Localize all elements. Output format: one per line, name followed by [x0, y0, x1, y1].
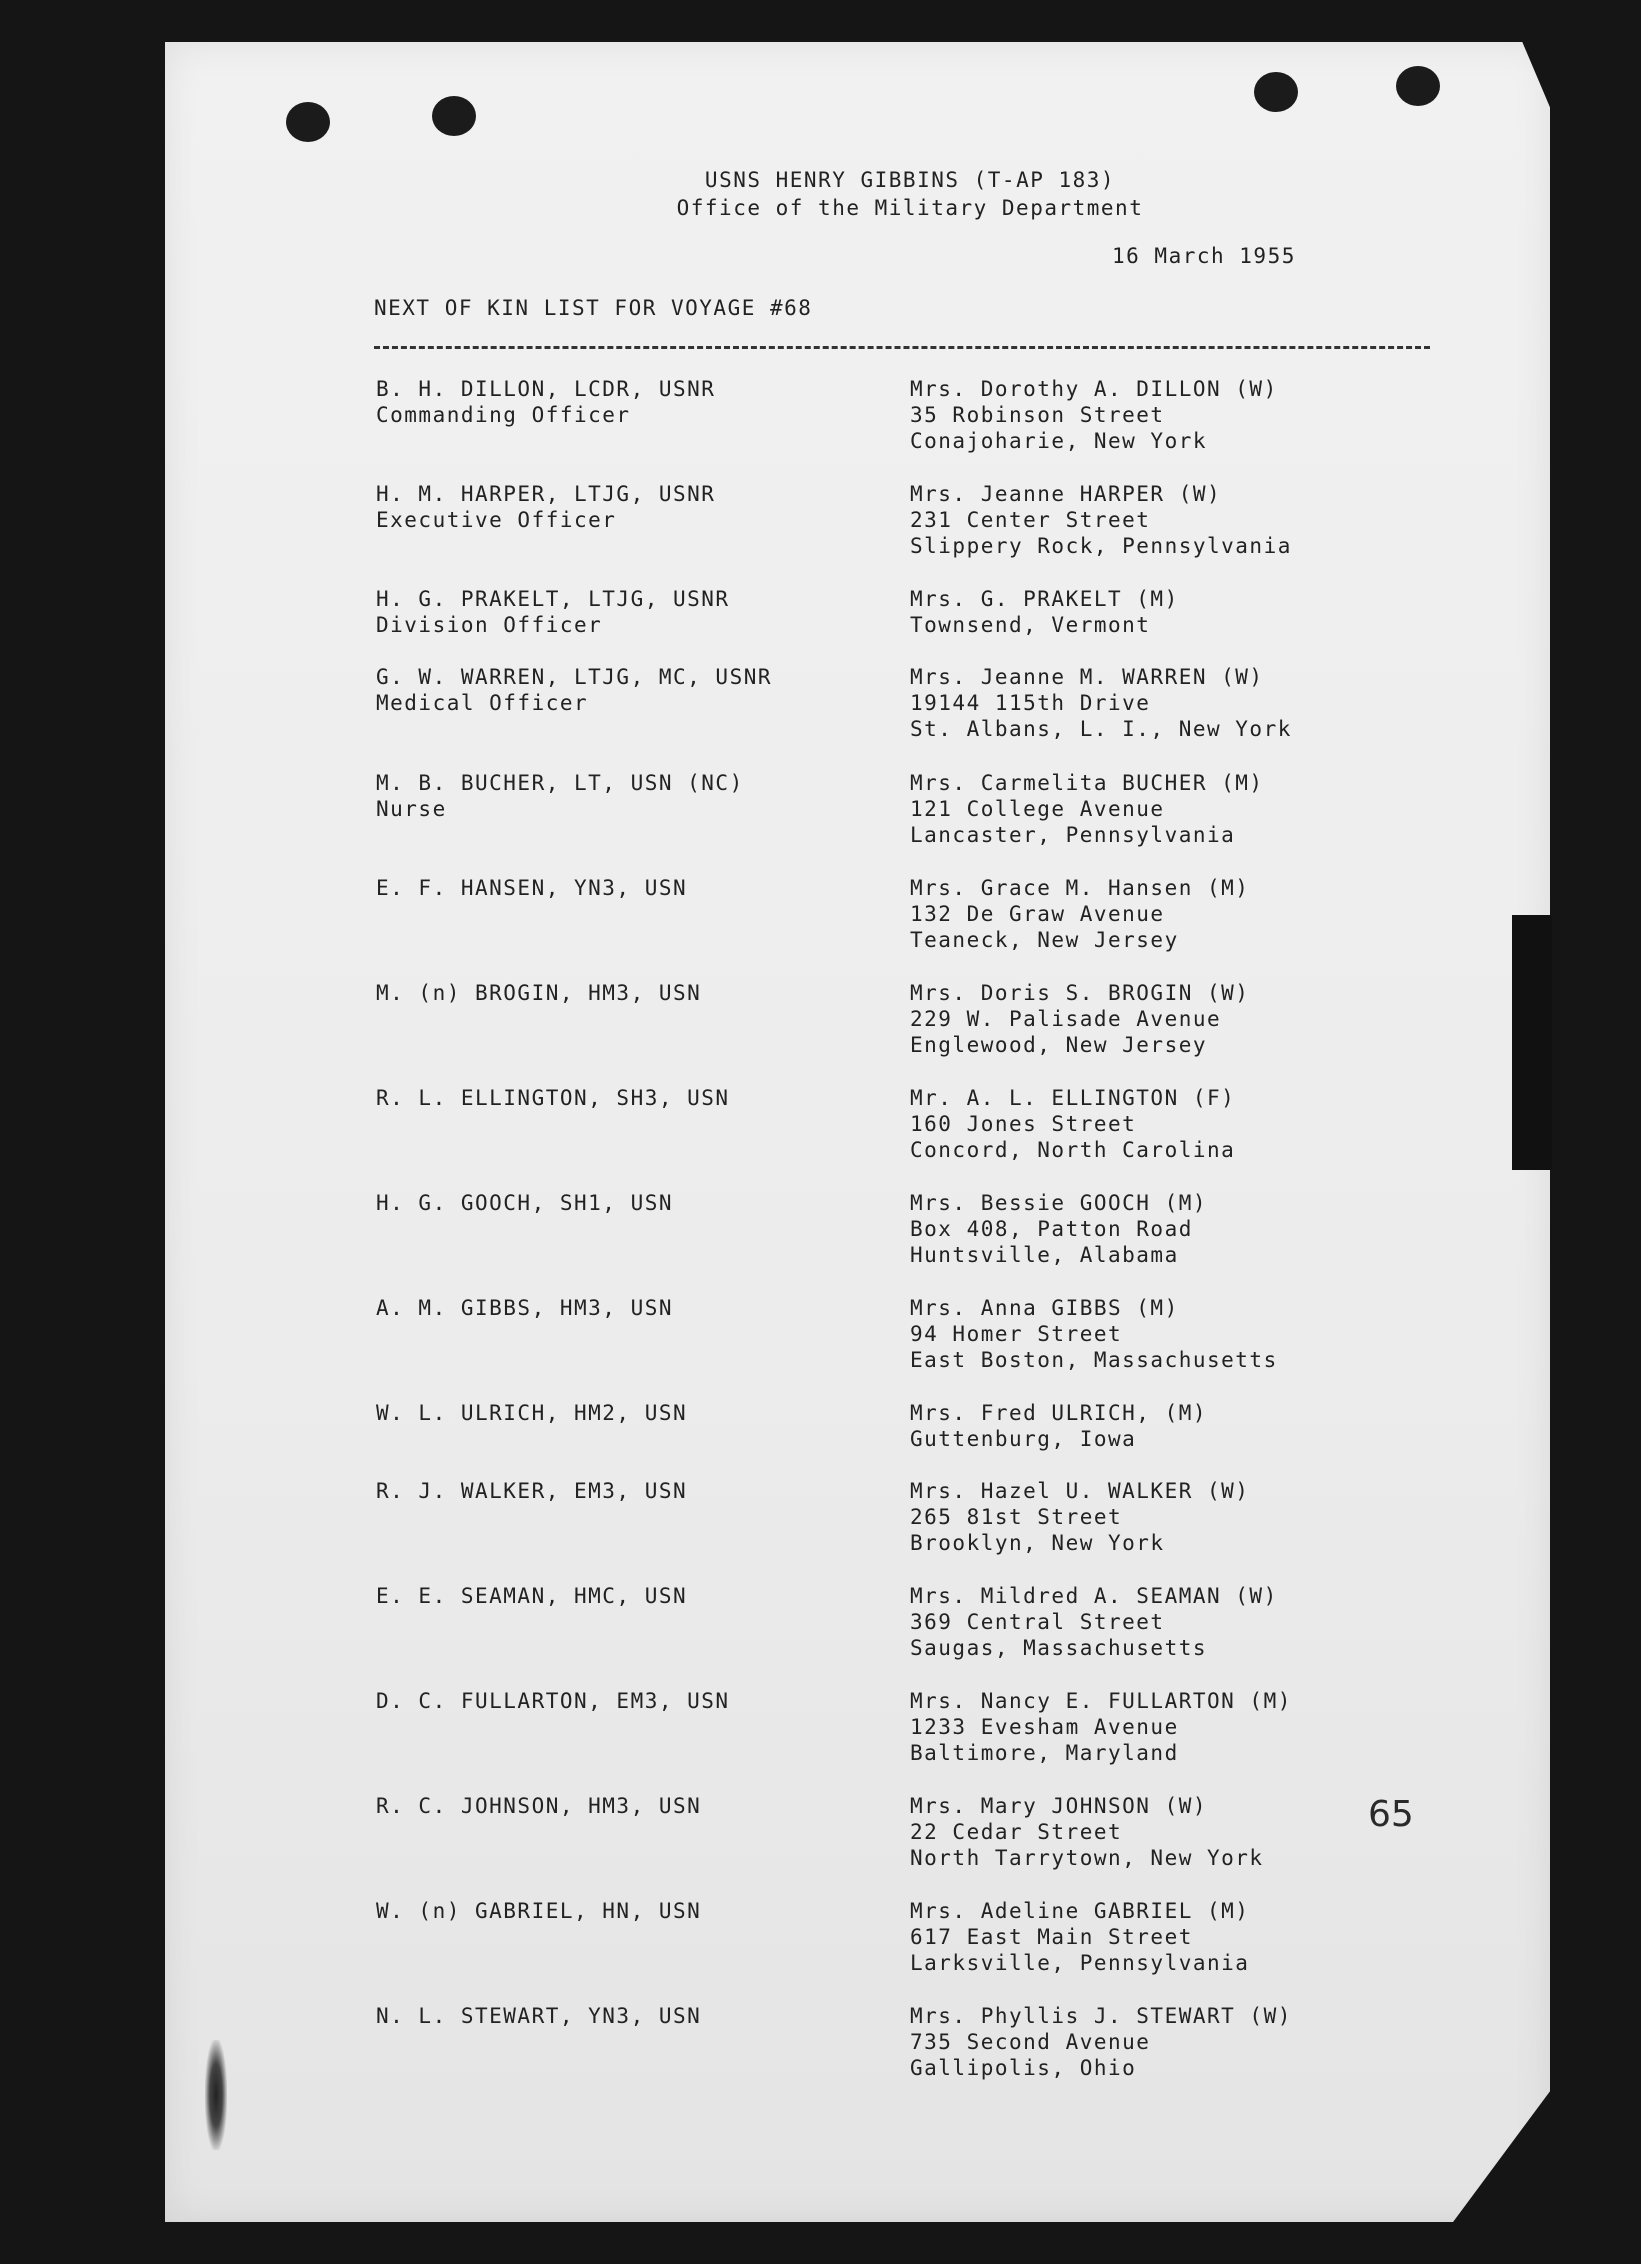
- kin-address-line: St. Albans, L. I., New York: [910, 717, 1292, 741]
- kin-address-line: 265 81st Street: [910, 1505, 1123, 1529]
- kin-name: Mrs. Anna GIBBS (M): [910, 1296, 1179, 1320]
- kin-address-line: Lancaster, Pennsylvania: [910, 823, 1236, 847]
- kin-name: Mrs. Mary JOHNSON (W): [910, 1794, 1208, 1818]
- ink-smudge: [205, 2040, 227, 2150]
- kin-name: Mrs. Jeanne M. WARREN (W): [910, 665, 1264, 689]
- kin-address-line: Brooklyn, New York: [910, 1531, 1165, 1555]
- kin-address-line: Townsend, Vermont: [910, 613, 1151, 637]
- document-subject: NEXT OF KIN LIST FOR VOYAGE #68: [374, 296, 813, 320]
- service-member-name: H. G. GOOCH, SH1, USN: [376, 1191, 674, 1215]
- kin-address-line: Huntsville, Alabama: [910, 1243, 1179, 1267]
- kin-address-line: Guttenburg, Iowa: [910, 1427, 1137, 1451]
- kin-name: Mrs. Mildred A. SEAMAN (W): [910, 1584, 1278, 1608]
- kin-name: Mrs. Jeanne HARPER (W): [910, 482, 1222, 506]
- service-member-name: E. E. SEAMAN, HMC, USN: [376, 1584, 688, 1608]
- kin-name: Mrs. Grace M. Hansen (M): [910, 876, 1250, 900]
- service-member-name: H. M. HARPER, LTJG, USNR: [376, 482, 716, 506]
- kin-address-line: 369 Central Street: [910, 1610, 1165, 1634]
- kin-address-line: Teaneck, New Jersey: [910, 928, 1179, 952]
- service-member-name: H. G. PRAKELT, LTJG, USNR: [376, 587, 730, 611]
- kin-address-line: Saugas, Massachusetts: [910, 1636, 1208, 1660]
- kin-address-line: 132 De Graw Avenue: [910, 902, 1165, 926]
- service-member-title: Nurse: [376, 797, 447, 821]
- kin-address-line: Conajoharie, New York: [910, 429, 1208, 453]
- punch-hole: [1254, 72, 1298, 112]
- service-member-title: Commanding Officer: [376, 403, 631, 427]
- kin-name: Mrs. Hazel U. WALKER (W): [910, 1479, 1250, 1503]
- kin-name: Mrs. G. PRAKELT (M): [910, 587, 1179, 611]
- kin-name: Mrs. Phyllis J. STEWART (W): [910, 2004, 1292, 2028]
- kin-address-line: 35 Robinson Street: [910, 403, 1165, 427]
- document-header: [560, 166, 1260, 222]
- kin-name: Mr. A. L. ELLINGTON (F): [910, 1086, 1236, 1110]
- page-number: 65: [1368, 1794, 1414, 1835]
- service-member-title: Division Officer: [376, 613, 603, 637]
- page-edge-tab: [1512, 915, 1552, 1170]
- kin-name: Mrs. Doris S. BROGIN (W): [910, 981, 1250, 1005]
- dashed-rule: [374, 346, 1430, 349]
- kin-address-line: 160 Jones Street: [910, 1112, 1137, 1136]
- punch-hole: [1396, 66, 1440, 106]
- kin-address-line: 22 Cedar Street: [910, 1820, 1123, 1844]
- kin-name: Mrs. Bessie GOOCH (M): [910, 1191, 1208, 1215]
- kin-address-line: 1233 Evesham Avenue: [910, 1715, 1179, 1739]
- kin-address-line: Concord, North Carolina: [910, 1138, 1236, 1162]
- service-member-title: Executive Officer: [376, 508, 617, 532]
- service-member-name: R. C. JOHNSON, HM3, USN: [376, 1794, 702, 1818]
- kin-address-line: Box 408, Patton Road: [910, 1217, 1193, 1241]
- document-date: 16 March 1955: [1112, 244, 1296, 268]
- kin-address-line: East Boston, Massachusetts: [910, 1348, 1278, 1372]
- kin-name: Mrs. Dorothy A. DILLON (W): [910, 377, 1278, 401]
- kin-name: Mrs. Carmelita BUCHER (M): [910, 771, 1264, 795]
- kin-address-line: Gallipolis, Ohio: [910, 2056, 1137, 2080]
- kin-address-line: 121 College Avenue: [910, 797, 1165, 821]
- service-member-name: N. L. STEWART, YN3, USN: [376, 2004, 702, 2028]
- service-member-name: W. L. ULRICH, HM2, USN: [376, 1401, 688, 1425]
- kin-address-line: Baltimore, Maryland: [910, 1741, 1179, 1765]
- kin-address-line: Englewood, New Jersey: [910, 1033, 1208, 1057]
- service-member-name: D. C. FULLARTON, EM3, USN: [376, 1689, 730, 1713]
- service-member-title: Medical Officer: [376, 691, 589, 715]
- kin-address-line: Slippery Rock, Pennsylvania: [910, 534, 1292, 558]
- office-name: Office of the Military Department: [676, 196, 1144, 220]
- ship-name: USNS HENRY GIBBINS (T-AP 183): [704, 168, 1116, 192]
- kin-address-line: North Tarrytown, New York: [910, 1846, 1264, 1870]
- service-member-name: R. J. WALKER, EM3, USN: [376, 1479, 688, 1503]
- kin-address-line: 229 W. Palisade Avenue: [910, 1007, 1222, 1031]
- service-member-name: G. W. WARREN, LTJG, MC, USNR: [376, 665, 773, 689]
- kin-name: Mrs. Nancy E. FULLARTON (M): [910, 1689, 1292, 1713]
- punch-hole: [432, 96, 476, 136]
- kin-address-line: 617 East Main Street: [910, 1925, 1193, 1949]
- kin-address-line: 94 Homer Street: [910, 1322, 1123, 1346]
- service-member-name: M. (n) BROGIN, HM3, USN: [376, 981, 702, 1005]
- kin-address-line: Larksville, Pennsylvania: [910, 1951, 1250, 1975]
- kin-address-line: 19144 115th Drive: [910, 691, 1151, 715]
- service-member-name: M. B. BUCHER, LT, USN (NC): [376, 771, 744, 795]
- kin-address-line: 231 Center Street: [910, 508, 1151, 532]
- kin-name: Mrs. Adeline GABRIEL (M): [910, 1899, 1250, 1923]
- service-member-name: B. H. DILLON, LCDR, USNR: [376, 377, 716, 401]
- document-page: [165, 42, 1550, 2222]
- service-member-name: W. (n) GABRIEL, HN, USN: [376, 1899, 702, 1923]
- service-member-name: R. L. ELLINGTON, SH3, USN: [376, 1086, 730, 1110]
- service-member-name: E. F. HANSEN, YN3, USN: [376, 876, 688, 900]
- service-member-name: A. M. GIBBS, HM3, USN: [376, 1296, 674, 1320]
- punch-hole: [286, 102, 330, 142]
- kin-address-line: 735 Second Avenue: [910, 2030, 1151, 2054]
- kin-name: Mrs. Fred ULRICH, (M): [910, 1401, 1208, 1425]
